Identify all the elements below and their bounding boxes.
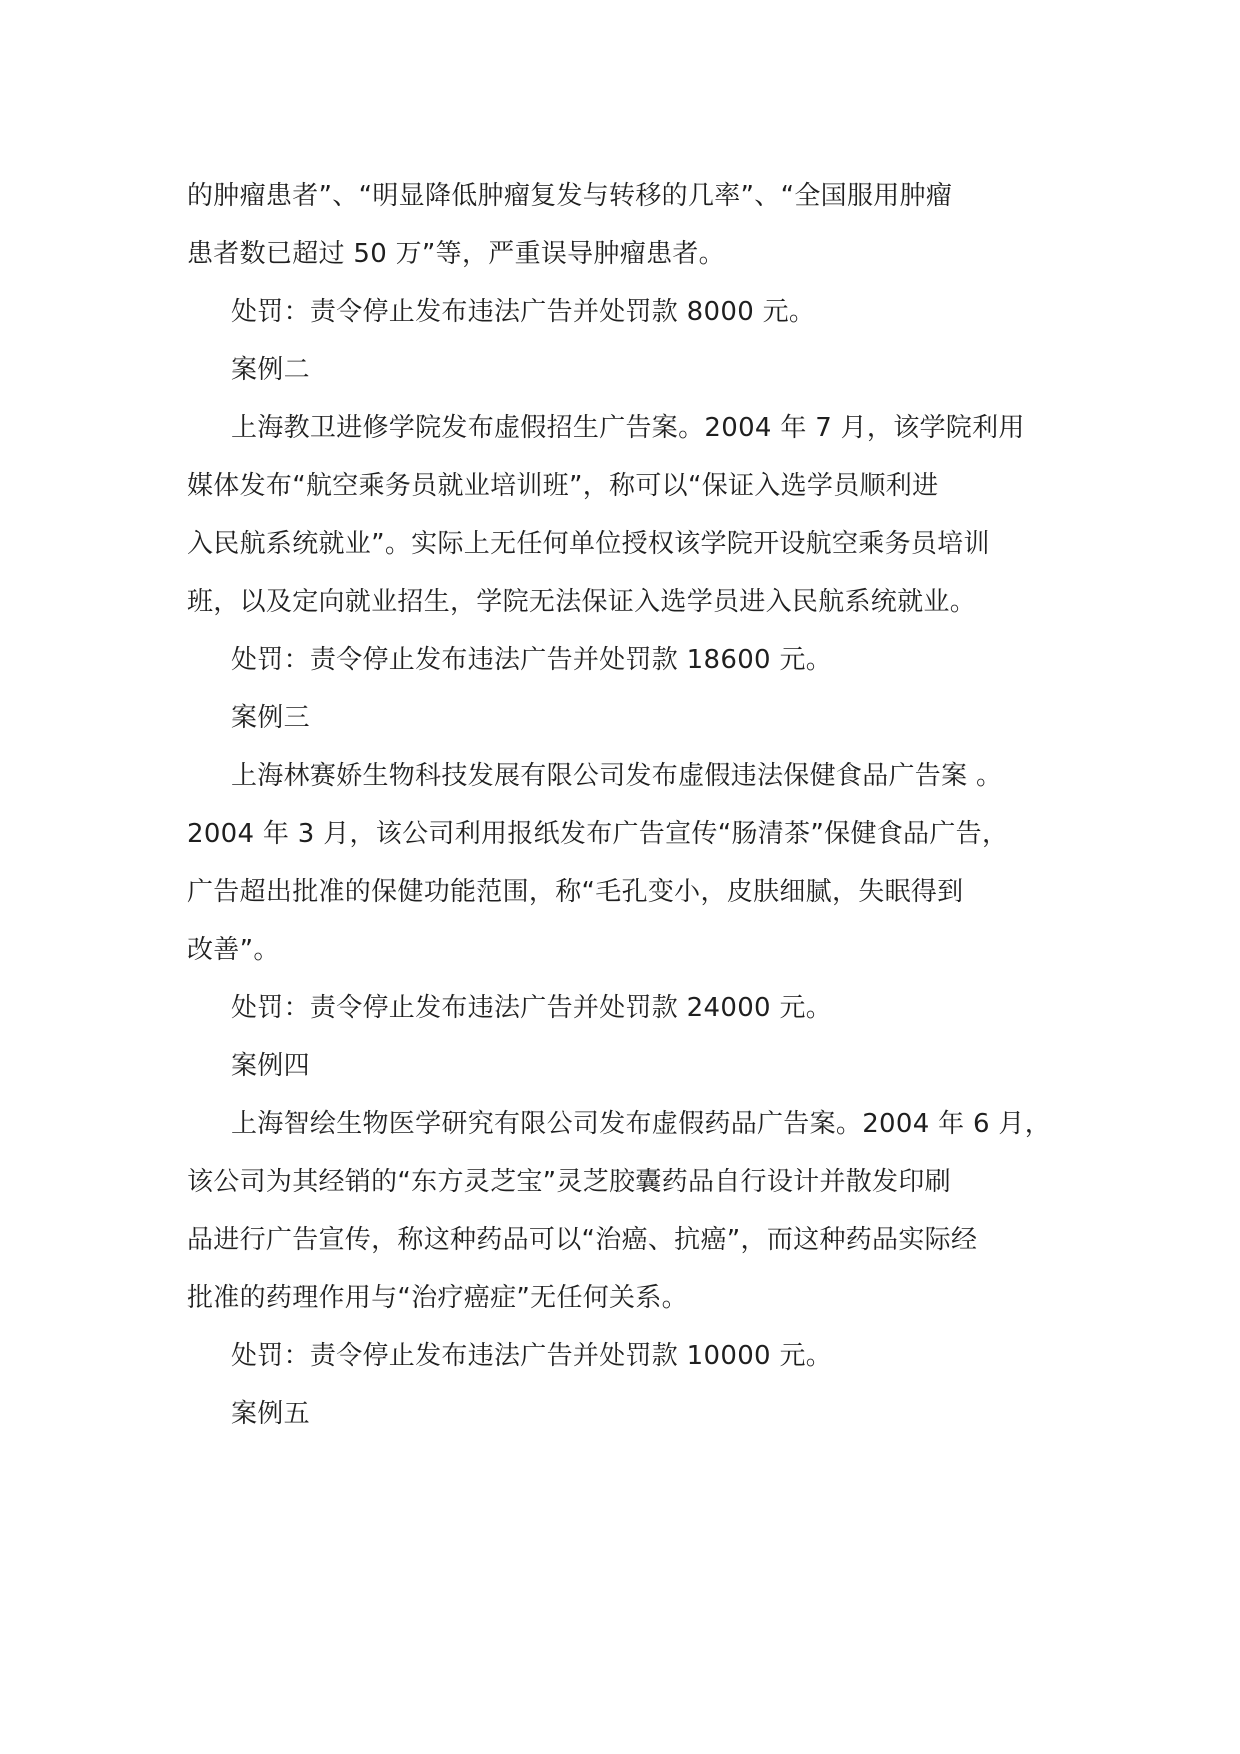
text-line: 改善”。 <box>187 935 280 965</box>
text-line: 品进行广告宣传，称这种药品可以“治癌、抗癌”，而这种药品实际经 <box>187 1225 978 1255</box>
text-line: 患者数已超过 50 万”等，严重误导肿瘤患者。 <box>187 239 725 269</box>
text-line: 上海教卫进修学院发布虚假招生广告案。2004 年 7 月，该学院利用 <box>231 413 1025 443</box>
text-line: 媒体发布“航空乘务员就业培训班”，称可以“保证入选学员顺利进 <box>187 471 939 501</box>
case-heading: 案例二 <box>231 355 310 385</box>
text-line: 上海林赛娇生物科技发展有限公司发布虚假违法保健食品广告案 。 <box>231 761 1003 791</box>
penalty-line: 处罚：责令停止发布违法广告并处罚款 10000 元。 <box>231 1341 833 1371</box>
text-line: 班，以及定向就业招生，学院无法保证入选学员进入民航系统就业。 <box>187 587 977 617</box>
penalty-line: 处罚：责令停止发布违法广告并处罚款 18600 元。 <box>231 645 833 675</box>
case-heading: 案例五 <box>231 1399 310 1429</box>
text-line: 2004 年 3 月，该公司利用报纸发布广告宣传“肠清茶”保健食品广告， <box>187 819 1009 849</box>
text-line: 入民航系统就业”。实际上无任何单位授权该学院开设航空乘务员培训 <box>187 529 990 559</box>
case-heading: 案例三 <box>231 703 310 733</box>
case-heading: 案例四 <box>231 1051 310 1081</box>
text-line: 广告超出批准的保健功能范围，称“毛孔变小，皮肤细腻，失眠得到 <box>187 877 964 907</box>
text-line: 该公司为其经销的“东方灵芝宝”灵芝胶囊药品自行设计并散发印刷 <box>187 1167 951 1197</box>
text-line: 上海智绘生物医学研究有限公司发布虚假药品广告案。2004 年 6 月， <box>231 1109 1052 1139</box>
penalty-line: 处罚：责令停止发布违法广告并处罚款 24000 元。 <box>231 993 833 1023</box>
text-line: 的肿瘤患者”、“明显降低肿瘤复发与转移的几率”、“全国服用肿瘤 <box>187 181 953 211</box>
text-line: 批准的药理作用与“治疗癌症”无任何关系。 <box>187 1283 688 1313</box>
penalty-line: 处罚：责令停止发布违法广告并处罚款 8000 元。 <box>231 297 816 327</box>
